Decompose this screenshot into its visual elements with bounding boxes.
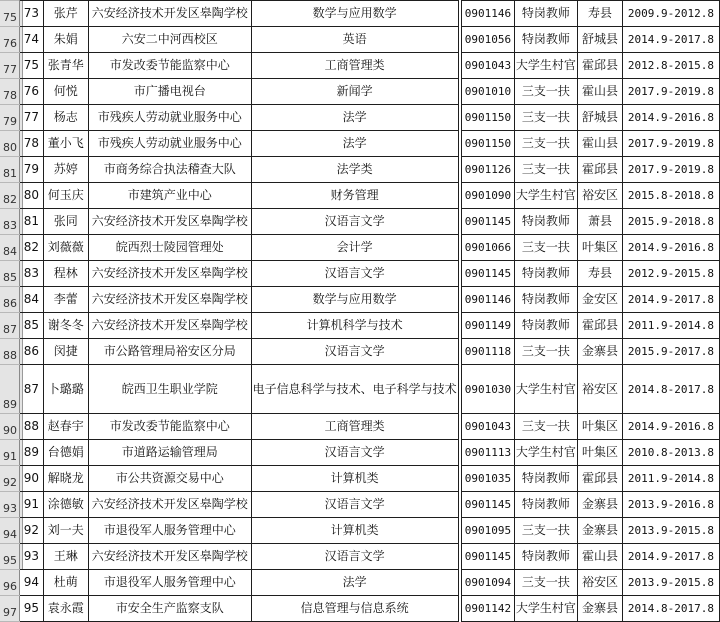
cell-county[interactable]: 裕安区: [578, 365, 623, 414]
cell-major[interactable]: 汉语言文学: [251, 544, 458, 570]
cell-county[interactable]: 霍邱县: [578, 157, 623, 183]
row-number[interactable]: 83: [0, 209, 20, 235]
cell-type[interactable]: 三支一扶: [514, 570, 577, 596]
cell-name[interactable]: 刘一夫: [43, 518, 88, 544]
cell-name[interactable]: 台德娟: [43, 440, 88, 466]
cell-seq[interactable]: 74: [20, 27, 44, 53]
cell-period[interactable]: 2012.9-2015.8: [622, 261, 719, 287]
cell-name[interactable]: 闵捷: [43, 339, 88, 365]
cell-period[interactable]: 2014.9-2016.8: [622, 105, 719, 131]
cell-name[interactable]: 何玉庆: [43, 183, 88, 209]
cell-major[interactable]: 法学类: [251, 157, 458, 183]
cell-county[interactable]: 叶集区: [578, 440, 623, 466]
cell-major[interactable]: 工商管理类: [251, 414, 458, 440]
table-row: [0, 209, 720, 235]
cell-code[interactable]: 0901094: [462, 570, 515, 596]
row-number[interactable]: 96: [0, 570, 20, 596]
cell-county[interactable]: 舒城县: [578, 105, 623, 131]
cell-type[interactable]: 特岗教师: [514, 466, 577, 492]
cell-name[interactable]: 程林: [43, 261, 88, 287]
cell-type[interactable]: 特岗教师: [514, 1, 577, 27]
row-number[interactable]: 87: [0, 313, 20, 339]
cell-unit[interactable]: 六安经济技术开发区皋陶学校: [88, 313, 251, 339]
cell-code[interactable]: 0901043: [462, 414, 515, 440]
cell-period[interactable]: 2014.9-2017.8: [622, 544, 719, 570]
cell-unit[interactable]: 市安全生产监察支队: [88, 596, 251, 622]
cell-unit[interactable]: 市退役军人服务管理中心: [88, 570, 251, 596]
cell-unit[interactable]: 六安经济技术开发区皋陶学校: [88, 287, 251, 313]
cell-type[interactable]: 特岗教师: [514, 492, 577, 518]
cell-seq[interactable]: 91: [20, 492, 44, 518]
row-number[interactable]: 90: [0, 414, 20, 440]
cell-name[interactable]: 谢冬冬: [43, 313, 88, 339]
cell-code[interactable]: 0901145: [462, 209, 515, 235]
cell-code[interactable]: 0901149: [462, 313, 515, 339]
table-row: [0, 339, 720, 365]
table-row: [0, 157, 720, 183]
table-row: [0, 544, 720, 570]
row-number[interactable]: 76: [0, 27, 20, 53]
cell-name[interactable]: 何悦: [43, 79, 88, 105]
table-row: [0, 183, 720, 209]
cell-type[interactable]: 特岗教师: [514, 287, 577, 313]
cell-name[interactable]: 杨志: [43, 105, 88, 131]
cell-major[interactable]: 法学: [251, 105, 458, 131]
cell-county[interactable]: 寿县: [578, 261, 623, 287]
row-number[interactable]: 79: [0, 105, 20, 131]
cell-type[interactable]: 大学生村官: [514, 183, 577, 209]
table-row: [0, 414, 720, 440]
cell-major[interactable]: 会计学: [251, 235, 458, 261]
cell-period[interactable]: 2013.9-2015.8: [622, 570, 719, 596]
cell-county[interactable]: 舒城县: [578, 27, 623, 53]
table-row: [0, 492, 720, 518]
cell-name[interactable]: 刘薇薇: [43, 235, 88, 261]
table-row: [0, 596, 720, 622]
cell-code[interactable]: 0901030: [462, 365, 515, 414]
cell-seq[interactable]: 81: [20, 209, 44, 235]
cell-seq[interactable]: 87: [20, 365, 44, 414]
cell-type[interactable]: 三支一扶: [514, 79, 577, 105]
cell-major[interactable]: 数学与应用数学: [251, 1, 458, 27]
row-number[interactable]: 85: [0, 261, 20, 287]
cell-name[interactable]: 苏婷: [43, 157, 88, 183]
cell-major[interactable]: 英语: [251, 27, 458, 53]
cell-seq[interactable]: 83: [20, 261, 44, 287]
cell-county[interactable]: 霍邱县: [578, 53, 623, 79]
cell-county[interactable]: 裕安区: [578, 570, 623, 596]
row-number[interactable]: 88: [0, 339, 20, 365]
cell-code[interactable]: 0901146: [462, 287, 515, 313]
table-row: [0, 27, 720, 53]
cell-unit[interactable]: 市发改委节能监察中心: [88, 414, 251, 440]
cell-major[interactable]: 计算机类: [251, 466, 458, 492]
row-number[interactable]: 81: [0, 157, 20, 183]
cell-county[interactable]: 金寨县: [578, 596, 623, 622]
cell-type[interactable]: 三支一扶: [514, 131, 577, 157]
cell-unit[interactable]: 皖西烈士陵园管理处: [88, 235, 251, 261]
table-row: [0, 570, 720, 596]
table-row: [0, 466, 720, 492]
cell-county[interactable]: 霍邱县: [578, 466, 623, 492]
cell-major[interactable]: 计算机类: [251, 518, 458, 544]
cell-county[interactable]: 霍山县: [578, 79, 623, 105]
cell-major[interactable]: 汉语言文学: [251, 440, 458, 466]
cell-type[interactable]: 大学生村官: [514, 365, 577, 414]
cell-type[interactable]: 三支一扶: [514, 518, 577, 544]
cell-seq[interactable]: 75: [20, 53, 44, 79]
cell-unit[interactable]: 市发改委节能监察中心: [88, 53, 251, 79]
cell-type[interactable]: 三支一扶: [514, 339, 577, 365]
cell-county[interactable]: 叶集区: [578, 235, 623, 261]
cell-seq[interactable]: 86: [20, 339, 44, 365]
cell-seq[interactable]: 82: [20, 235, 44, 261]
cell-code[interactable]: 0901066: [462, 235, 515, 261]
cell-code[interactable]: 0901126: [462, 157, 515, 183]
cell-period[interactable]: 2015.9-2017.8: [622, 339, 719, 365]
cell-type[interactable]: 大学生村官: [514, 440, 577, 466]
cell-unit[interactable]: 皖西卫生职业学院: [88, 365, 251, 414]
cell-period[interactable]: 2017.9-2019.8: [622, 79, 719, 105]
cell-major[interactable]: 汉语言文学: [251, 209, 458, 235]
cell-unit[interactable]: 市商务综合执法稽查大队: [88, 157, 251, 183]
cell-period[interactable]: 2015.9-2018.8: [622, 209, 719, 235]
cell-period[interactable]: 2014.9-2017.8: [622, 287, 719, 313]
cell-major[interactable]: 工商管理类: [251, 53, 458, 79]
cell-seq[interactable]: 79: [20, 157, 44, 183]
row-number[interactable]: 94: [0, 518, 20, 544]
cell-seq[interactable]: 73: [20, 1, 44, 27]
cell-seq[interactable]: 84: [20, 287, 44, 313]
cell-type[interactable]: 大学生村官: [514, 596, 577, 622]
cell-type[interactable]: 特岗教师: [514, 544, 577, 570]
cell-period[interactable]: 2014.8-2017.8: [622, 596, 719, 622]
cell-period[interactable]: 2015.8-2018.8: [622, 183, 719, 209]
cell-major[interactable]: 信息管理与信息系统: [251, 596, 458, 622]
table-row: [0, 131, 720, 157]
cell-period[interactable]: 2013.9-2015.8: [622, 518, 719, 544]
cell-type[interactable]: 三支一扶: [514, 105, 577, 131]
cell-unit[interactable]: 市残疾人劳动就业服务中心: [88, 105, 251, 131]
cell-code[interactable]: 0901043: [462, 53, 515, 79]
cell-type[interactable]: 三支一扶: [514, 414, 577, 440]
cell-period[interactable]: 2014.9-2017.8: [622, 27, 719, 53]
cell-unit[interactable]: 市残疾人劳动就业服务中心: [88, 131, 251, 157]
cell-seq[interactable]: 88: [20, 414, 44, 440]
cell-unit[interactable]: 市退役军人服务管理中心: [88, 518, 251, 544]
table-row: [0, 105, 720, 131]
cell-seq[interactable]: 93: [20, 544, 44, 570]
row-number[interactable]: 95: [0, 544, 20, 570]
cell-type[interactable]: 特岗教师: [514, 27, 577, 53]
cell-unit[interactable]: 市广播电视台: [88, 79, 251, 105]
cell-period[interactable]: 2011.9-2014.8: [622, 313, 719, 339]
table-row: [0, 261, 720, 287]
cell-seq[interactable]: 76: [20, 79, 44, 105]
cell-name[interactable]: 朱娟: [43, 27, 88, 53]
cell-type[interactable]: 特岗教师: [514, 209, 577, 235]
cell-period[interactable]: 2017.9-2019.8: [622, 131, 719, 157]
cell-unit[interactable]: 六安二中河西校区: [88, 27, 251, 53]
cell-code[interactable]: 0901010: [462, 79, 515, 105]
table-row: [0, 79, 720, 105]
cell-period[interactable]: 2014.8-2017.8: [622, 365, 719, 414]
row-number[interactable]: 77: [0, 53, 20, 79]
cell-code[interactable]: 0901113: [462, 440, 515, 466]
cell-code[interactable]: 0901035: [462, 466, 515, 492]
cell-code[interactable]: 0901142: [462, 596, 515, 622]
cell-major[interactable]: 法学: [251, 570, 458, 596]
cell-county[interactable]: 金安区: [578, 287, 623, 313]
table-row: [0, 518, 720, 544]
row-number[interactable]: 78: [0, 79, 20, 105]
cell-type[interactable]: 特岗教师: [514, 261, 577, 287]
table-row: [0, 313, 720, 339]
cell-major[interactable]: 电子信息科学与技术、电子科学与技术: [251, 365, 458, 414]
cell-unit[interactable]: 市公路管理局裕安区分局: [88, 339, 251, 365]
cell-seq[interactable]: 95: [20, 596, 44, 622]
cell-county[interactable]: 霍邱县: [578, 313, 623, 339]
cell-county[interactable]: 金寨县: [578, 518, 623, 544]
cell-name[interactable]: 王琳: [43, 544, 88, 570]
row-number[interactable]: 97: [0, 596, 20, 622]
table-row: [0, 287, 720, 313]
cell-seq[interactable]: 92: [20, 518, 44, 544]
cell-major[interactable]: 汉语言文学: [251, 339, 458, 365]
cell-type[interactable]: 三支一扶: [514, 235, 577, 261]
cell-code[interactable]: 0901145: [462, 544, 515, 570]
cell-major[interactable]: 财务管理: [251, 183, 458, 209]
cell-major[interactable]: 法学: [251, 131, 458, 157]
cell-county[interactable]: 萧县: [578, 209, 623, 235]
cell-period[interactable]: 2014.9-2016.8: [622, 414, 719, 440]
cell-code[interactable]: 0901095: [462, 518, 515, 544]
cell-code[interactable]: 0901090: [462, 183, 515, 209]
cell-type[interactable]: 特岗教师: [514, 313, 577, 339]
cell-period[interactable]: 2012.8-2015.8: [622, 53, 719, 79]
row-number[interactable]: 84: [0, 235, 20, 261]
cell-county[interactable]: 叶集区: [578, 414, 623, 440]
cell-name[interactable]: 李蕾: [43, 287, 88, 313]
row-number[interactable]: 75: [0, 1, 20, 27]
cell-name[interactable]: 董小飞: [43, 131, 88, 157]
row-number[interactable]: 93: [0, 492, 20, 518]
cell-county[interactable]: 金寨县: [578, 339, 623, 365]
cell-county[interactable]: 寿县: [578, 1, 623, 27]
table-row: [0, 1, 720, 27]
cell-seq[interactable]: 77: [20, 105, 44, 131]
cell-unit[interactable]: 六安经济技术开发区皋陶学校: [88, 492, 251, 518]
cell-unit[interactable]: 市公共资源交易中心: [88, 466, 251, 492]
cell-code[interactable]: 0901056: [462, 27, 515, 53]
cell-county[interactable]: 霍山县: [578, 131, 623, 157]
cell-type[interactable]: 三支一扶: [514, 157, 577, 183]
cell-county[interactable]: 裕安区: [578, 183, 623, 209]
cell-seq[interactable]: 89: [20, 440, 44, 466]
cell-type[interactable]: 大学生村官: [514, 53, 577, 79]
cell-code[interactable]: 0901145: [462, 261, 515, 287]
cell-seq[interactable]: 94: [20, 570, 44, 596]
cell-unit[interactable]: 六安经济技术开发区皋陶学校: [88, 261, 251, 287]
cell-code[interactable]: 0901146: [462, 1, 515, 27]
cell-code[interactable]: 0901150: [462, 105, 515, 131]
cell-period[interactable]: 2011.9-2014.8: [622, 466, 719, 492]
cell-name[interactable]: 张青华: [43, 53, 88, 79]
cell-seq[interactable]: 80: [20, 183, 44, 209]
cell-county[interactable]: 霍山县: [578, 544, 623, 570]
cell-name[interactable]: 赵春宇: [43, 414, 88, 440]
cell-period[interactable]: 2014.9-2016.8: [622, 235, 719, 261]
row-number[interactable]: 89: [0, 365, 20, 414]
cell-period[interactable]: 2009.9-2012.8: [622, 1, 719, 27]
row-number[interactable]: 91: [0, 440, 20, 466]
cell-name[interactable]: 涂德敏: [43, 492, 88, 518]
cell-code[interactable]: 0901150: [462, 131, 515, 157]
row-number[interactable]: 80: [0, 131, 20, 157]
table-row: [0, 235, 720, 261]
cell-name[interactable]: 杜萌: [43, 570, 88, 596]
cell-period[interactable]: 2017.9-2019.8: [622, 157, 719, 183]
cell-name[interactable]: 张芹: [43, 1, 88, 27]
cell-period[interactable]: 2013.9-2016.8: [622, 492, 719, 518]
cell-unit[interactable]: 市道路运输管理局: [88, 440, 251, 466]
cell-period[interactable]: 2010.8-2013.8: [622, 440, 719, 466]
row-number[interactable]: 82: [0, 183, 20, 209]
cell-name[interactable]: 张同: [43, 209, 88, 235]
row-number[interactable]: 86: [0, 287, 20, 313]
cell-unit[interactable]: 六安经济技术开发区皋陶学校: [88, 1, 251, 27]
cell-major[interactable]: 汉语言文学: [251, 261, 458, 287]
cell-major[interactable]: 新闻学: [251, 79, 458, 105]
cell-code[interactable]: 0901118: [462, 339, 515, 365]
cell-unit[interactable]: 六安经济技术开发区皋陶学校: [88, 209, 251, 235]
row-number[interactable]: 92: [0, 466, 20, 492]
cell-name[interactable]: 解晓龙: [43, 466, 88, 492]
cell-code[interactable]: 0901145: [462, 492, 515, 518]
cell-major[interactable]: 汉语言文学: [251, 492, 458, 518]
table-row: [0, 440, 720, 466]
cell-seq[interactable]: 90: [20, 466, 44, 492]
cell-county[interactable]: 金寨县: [578, 492, 623, 518]
cell-unit[interactable]: 六安经济技术开发区皋陶学校: [88, 544, 251, 570]
cell-major[interactable]: 数学与应用数学: [251, 287, 458, 313]
table-row: [0, 365, 720, 414]
cell-seq[interactable]: 85: [20, 313, 44, 339]
cell-name[interactable]: 卜璐璐: [43, 365, 88, 414]
cell-major[interactable]: 计算机科学与技术: [251, 313, 458, 339]
cell-unit[interactable]: 市建筑产业中心: [88, 183, 251, 209]
cell-name[interactable]: 袁永霞: [43, 596, 88, 622]
cell-seq[interactable]: 78: [20, 131, 44, 157]
table-row: [0, 53, 720, 79]
